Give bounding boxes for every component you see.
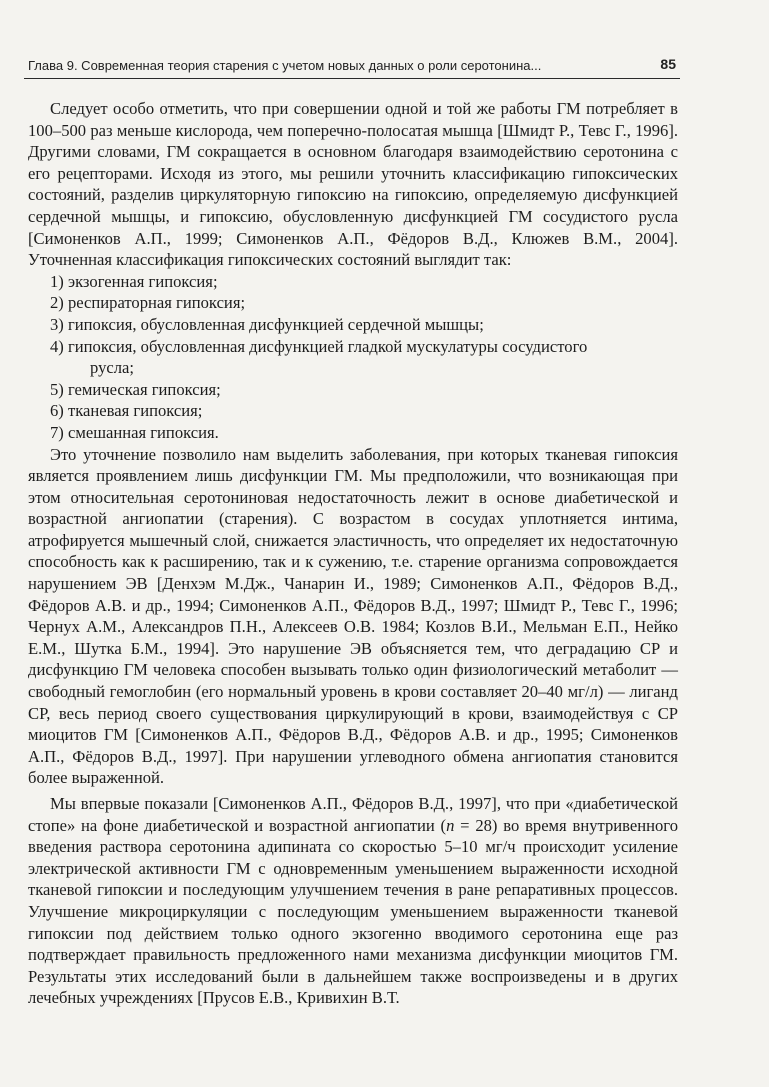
chapter-title: Глава 9. Современная теория старения с учетом новых данных о роли серотонина... [28,58,542,73]
list-item-continuation: русла; [90,358,134,378]
body-text [28,98,678,1009]
list-item: 2) респираторная гипоксия; [50,293,246,313]
list-item [28,336,678,379]
list-item: 5) гемическая гипоксия; [50,379,221,399]
hypoxia-classification-list [28,271,678,444]
list-item-text: 4) гипоксия, обусловленная дисфункцией гладкой мускулатуры сосудистого [50,336,588,356]
list-item: 7) смешанная гипоксия. [50,422,219,442]
list-item: 1) экзогенная гипоксия; [50,271,218,291]
list-item: 6) тканевая гипоксия; [50,401,203,421]
running-header [24,56,680,79]
paragraph-3-part-b: = 28) во время внутривенного введения раствора серотонина адипината со скоростью 5–10 мг/ч происходит усиление электрической активности ГМ с одновременным уменьшением выраженности исходной тканевой гипоксии и последующим улучшением течения в ране репаративных процессов. Улучшение микроциркуляции с последующим уменьшением выраженности тканевой гипоксии под действием только одного экзогенно вводимого серотонина еще раз подтверждает правильность предложенного нами механизма дисфункции миоцитов ГМ. Результаты этих исследований были в дальнейшем также воспроизведены и в других лечебных учреждениях [Прусов Е.В., Кривихин В.Т. [28,815,678,1008]
paragraph-3-part-a: Мы впервые показали [Симоненков А.П., Фёдоров В.Д., 1997], что при «диабетической стопе» на фоне диабетической и возрастной ангиопатии ( [28,794,678,835]
page-number: 85 [660,56,676,72]
sample-size-symbol: n [446,815,455,835]
list-item: 3) гипоксия, обусловленная дисфункцией сердечной мышцы; [50,314,484,334]
paragraph-3 [28,793,678,1009]
paragraph-2: Это уточнение позволило нам выделить заболевания, при которых тканевая гипоксия является проявлением лишь дисфункции ГМ. Мы предположили, что возникающая при этом относительная серотониновая недостаточность лежит в основе диабетической и возрастной ангиопатии (старения). С возрастом в сосудах уплотняется интима, атрофируется мышечный слой, снижается эластичность, что определяет их недостаточную способность как к расширению, так и к сужению, т.е. старение организма сопровождается нарушением ЭВ [Денхэм М.Дж., Чанарин И., 1989; Симоненков А.П., Фёдоров В.Д., Фёдоров А.В. и др., 1994; Симоненков А.П., Фёдоров В.Д., 1997; Шмидт Р., Тевс Г., 1996; Чернух А.М., Александров П.Н., Алексеев О.В. 1984; Козлов В.И., Мельман Е.П., Нейко Е.М., Шутка Б.М., 1994]. Это нарушение ЭВ объясняется тем, что деградацию СР и дисфункцию ГМ человека способен вызывать только один физиологический метаболит — свободный гемоглобин (его нормальный уровень в крови составляет 20–40 мг/л) — лиганд СР, весь период своего существования циркулирующий в крови, взаимодействуя с СР миоцитов ГМ [Симоненков А.П., Фёдоров В.Д., Фёдоров А.В. и др., 1995; Симоненков А.П., Фёдоров В.Д., 1997]. При нарушении углеводного обмена ангиопатия становится более выраженной. [28,444,678,788]
paragraph-1: Следует особо отметить, что при совершении одной и той же работы ГМ потребляет в 100–500 раз меньше кислорода, чем поперечно-полосатая мышца [Шмидт Р., Тевс Г., 1996]. Другими словами, ГМ сокращается в основном благодаря взаимодействию серотонина с его рецепторами. Исходя из этого, мы решили уточнить классификацию гипоксических состояний, разделив циркуляторную гипоксию на гипоксию, определяемую дисфункцией сердечной мышцы, и гипоксию, обусловленную дисфункцией ГМ сосудистого русла [Симоненков А.П., 1999; Симоненков А.П., Фёдоров В.Д., Клюжев В.М., 2004]. Уточненная классификация гипоксических состояний выглядит так: [28,99,678,270]
